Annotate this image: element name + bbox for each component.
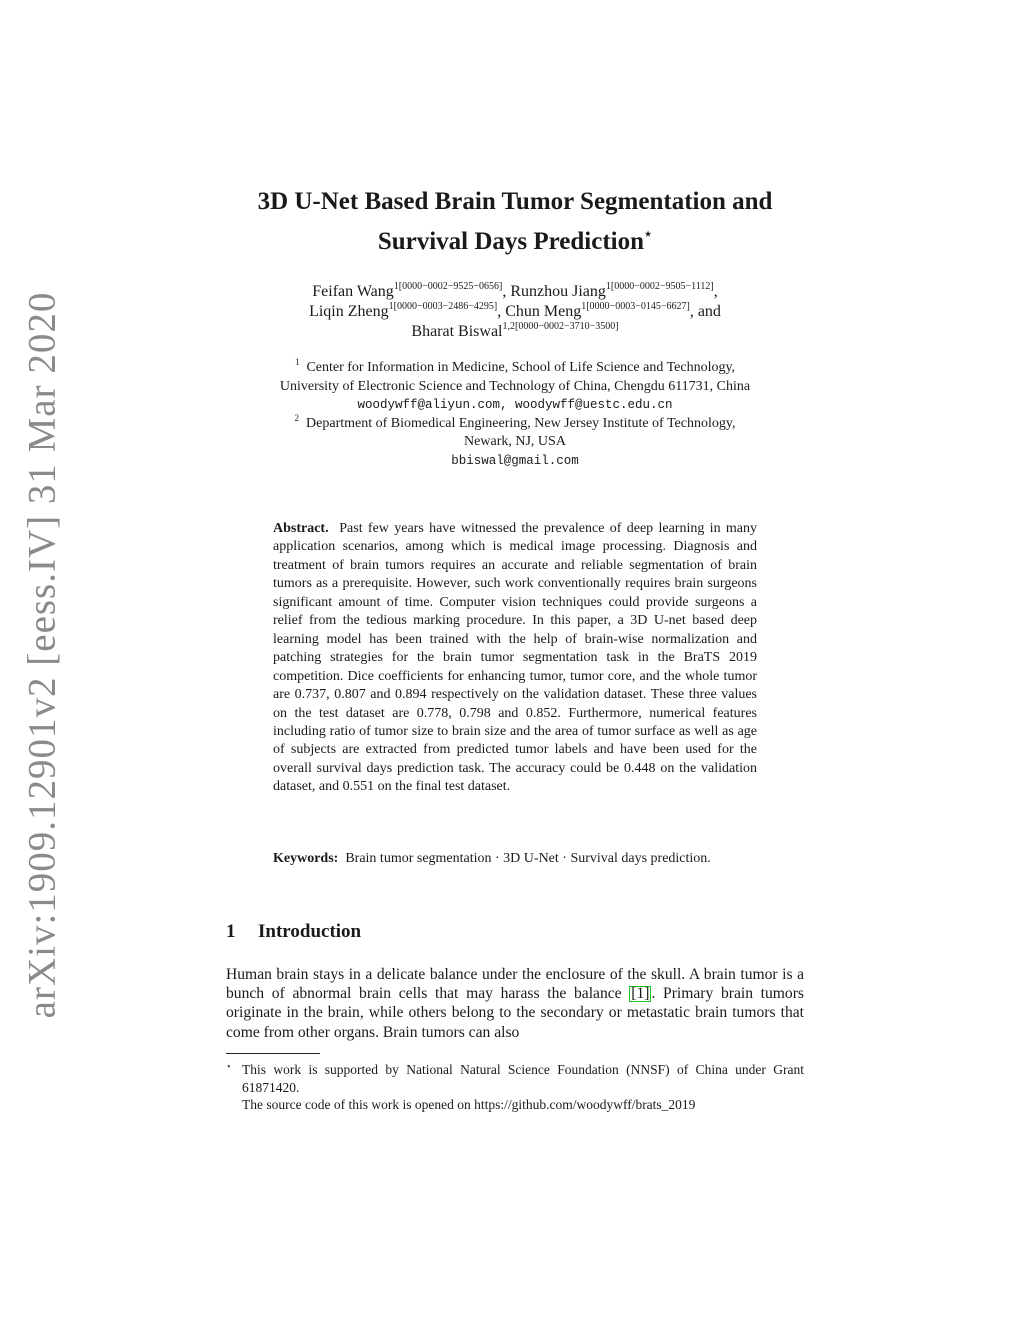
keywords bbox=[273, 850, 757, 868]
title-footnote-star: ⋆ bbox=[644, 226, 653, 241]
affiliation-2-email[interactable]: bbiswal@gmail.com bbox=[451, 453, 579, 468]
abstract-label: Abstract. bbox=[273, 521, 329, 536]
affiliations bbox=[200, 359, 830, 471]
footnotes bbox=[226, 1058, 804, 1114]
paper-title bbox=[180, 186, 850, 258]
author-name: Chun Meng bbox=[505, 303, 582, 320]
affiliation-1-mark: 1 bbox=[294, 357, 300, 367]
author-name: Bharat Biswal bbox=[411, 323, 503, 340]
author-list bbox=[200, 282, 830, 342]
footnote-funding bbox=[226, 1058, 804, 1096]
author-orcid: 1,2[0000−0002−3710−3500] bbox=[502, 321, 619, 332]
author-separator: , bbox=[713, 283, 718, 300]
section-title: Introduction bbox=[258, 921, 362, 942]
footnote-star-mark: ⋆ bbox=[226, 1061, 232, 1071]
abstract-text: Past few years have witnessed the prevalence of deep learning in many application scenarios, among which is medical image processing. Diagnosis and treatment of brain tumors requires an accurate and reliable segmentation of brain tumors as a prerequisite. However, such work conventionally requires brain surgeons significant amount of time. Computer vision techniques could provide surgeons a relief from the tedious marking procedure. In this paper, a 3D U-net based deep learning model has been trained with the help of brain-wise normalization and patching strategies for the brain tumor segmentation task in the BraTS 2019 competition. Dice coefficients for enhancing tumor, tumor core, and the whole tumor are 0.737, 0.807 and 0.894 respectively on the validation dataset. These three values on the test dataset are 0.778, 0.798 and 0.852. Furthermore, numerical features including ratio of tumor size to brain size and the area of tumor surface as well as age of subjects are extracted from predicted tumor labels and have been used for the overall survival days prediction task. The accuracy could be 0.448 on the validation dataset, and 0.551 on the final test dataset. bbox=[273, 521, 758, 795]
paragraph-text-1: Human brain stays in a delicate balance under the enclosure of the skull. A brain tumor is a bunch of abnormal brain cells that may harass the balance bbox=[226, 966, 804, 1003]
author-orcid: 1[0000−0002−9525−0656] bbox=[393, 281, 503, 292]
keywords-text: Brain tumor segmentation · 3D U-Net · Survival days prediction. bbox=[345, 851, 711, 866]
section-heading-introduction bbox=[226, 921, 361, 943]
title-line-2-text: Survival Days Prediction bbox=[377, 228, 645, 255]
affiliation-2-mark: 2 bbox=[294, 412, 300, 423]
abstract bbox=[273, 520, 757, 797]
section-number: 1 bbox=[226, 921, 236, 942]
author-orcid: 1[0000−0003−0145−6627] bbox=[581, 301, 690, 312]
author-orcid: 1[0000−0002−9505−1112] bbox=[605, 281, 714, 292]
keywords-label: Keywords: bbox=[273, 851, 339, 866]
author-orcid: 1[0000−0003−2486−4295] bbox=[388, 301, 498, 312]
paragraph-text-2: . Primary brain tumors originate in the brain, while others belong to the secondary or metastatic brain tumors that come from other organs. Brain tumors can also bbox=[226, 985, 804, 1041]
author-separator: , and bbox=[689, 303, 721, 320]
affiliation-1-text: Center for Information in Medicine, School of Life Science and Technology, bbox=[306, 360, 736, 375]
author-separator: , bbox=[502, 283, 511, 300]
footnote-source-code[interactable]: The source code of this work is opened on https://github.com/woodywff/brats_2019 bbox=[242, 1097, 696, 1112]
footnote-funding-text: This work is supported by National Natural Science Foundation (NNSF) of China under Grant 61871420. bbox=[242, 1062, 804, 1095]
affiliation-1-line-2: University of Electronic Science and Technology of China, Chengdu 611731, China bbox=[279, 378, 751, 394]
author-separator: , bbox=[497, 303, 506, 320]
affiliation-2-text: Department of Biomedical Engineering, New Jersey Institute of Technology, bbox=[306, 415, 736, 431]
title-line-2 bbox=[180, 218, 850, 258]
author-name: Liqin Zheng bbox=[309, 303, 389, 320]
author-name: Feifan Wang bbox=[312, 283, 394, 300]
affiliation-2-line-1 bbox=[200, 412, 830, 434]
introduction-paragraph bbox=[226, 965, 804, 1042]
arxiv-identifier-stamp: arXiv:1909.12901v2 [eess.IV] 31 Mar 2020 bbox=[20, 291, 64, 1019]
title-line-1: 3D U-Net Based Brain Tumor Segmentation and bbox=[257, 188, 773, 215]
affiliation-1-line-1 bbox=[200, 359, 830, 378]
citation-link[interactable]: [1] bbox=[631, 985, 650, 1003]
footnote-divider bbox=[226, 1053, 320, 1054]
author-name: Runzhou Jiang bbox=[510, 283, 606, 300]
affiliation-1-email[interactable]: woodywff@aliyun.com, woodywff@uestc.edu.cn bbox=[357, 398, 673, 413]
affiliation-2-line-2: Newark, NJ, USA bbox=[464, 434, 566, 450]
